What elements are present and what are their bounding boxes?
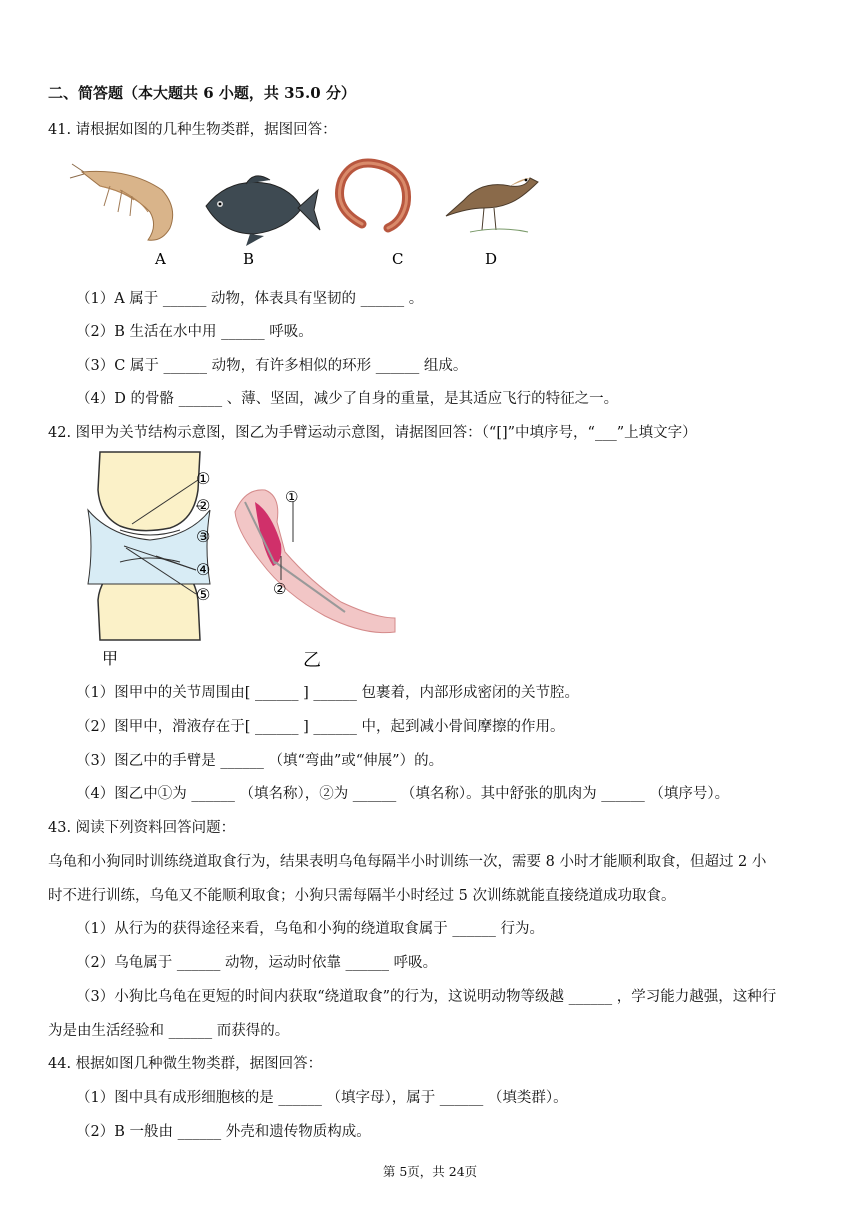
earthworm-image [340, 163, 407, 228]
fish-image [206, 176, 320, 246]
figure-caption-yi: 乙 [303, 650, 321, 671]
shrimp-image [70, 164, 173, 240]
q44-sub-1: （1）图中具有成形细胞核的是 ______ （填字母），属于 ______ （填类群）。 [76, 1090, 568, 1106]
arm-diagram [225, 482, 415, 672]
figure-label-a: A [155, 250, 166, 268]
section-title: 二、简答题（本大题共 6 小题，共 35.0 分） [48, 84, 356, 102]
q41-sub-2: （2）B 生活在水中用 ______ 呼吸。 [76, 324, 313, 340]
figure-label-d: D [485, 250, 498, 268]
bird-image [446, 178, 538, 232]
q43-sub-2: （2）乌龟属于 ______ 动物，运动时依靠 ______ 呼吸。 [76, 955, 438, 971]
joint-label-3: ③ [196, 527, 211, 546]
animal-figure [70, 150, 550, 275]
q42-sub-1: （1）图甲中的关节周围由[ ______ ] ______ 包裹着，内部形成密闭的关节腔。 [76, 685, 579, 701]
question-41-stem: 41. 请根据如图的几种生物类群，据图回答： [48, 122, 337, 138]
q42-sub-4: （4）图乙中①为 ______ （填名称），②为 ______ （填名称）。其中舒张的肌肉为 ______ （填序号）。 [76, 786, 730, 802]
joint-label-2: ② [196, 496, 211, 515]
q43-sub-3-continued: 为是由生活经验和 ______ 而获得的。 [48, 1023, 290, 1039]
q42-sub-2: （2）图甲中，滑液存在于[ ______ ] ______ 中，起到减小骨间摩擦的作用。 [76, 719, 565, 735]
figure-caption-jia: 甲 [102, 649, 119, 668]
page-number: 第 5页，共 24页 [382, 1164, 478, 1179]
arm-label-1: ① [285, 488, 299, 506]
q41-sub-4: （4）D 的骨骼 ______ 、薄、坚固，减少了自身的重量，是其适应飞行的特征之一。 [76, 391, 619, 407]
joint-label-4: ④ [196, 560, 211, 579]
arm-label-2: ② [273, 580, 287, 598]
q43-sub-3: （3）小狗比乌龟在更短的时间内获取“绕道取食”的行为，这说明动物等级越 ______ ，学习能力越强，这种行 [76, 989, 777, 1005]
q41-sub-1: （1）A 属于 ______ 动物，体表具有坚韧的 ______ 。 [76, 291, 424, 307]
question-42-stem: 42. 图甲为关节结构示意图，图乙为手臂运动示意图，请据图回答：（“[]”中填序号，“___”上填文字） [48, 425, 697, 441]
q43-passage-line-2: 时不进行训练，乌龟又不能顺利取食；小狗只需每隔半小时经过 5 次训练就能直接绕道成功取食。 [48, 888, 676, 904]
figure-label-c: C [392, 250, 404, 268]
joint-label-5: ⑤ [196, 585, 211, 604]
q41-sub-3: （3）C 属于 ______ 动物，有许多相似的环形 ______ 组成。 [76, 358, 468, 374]
question-44-stem: 44. 根据如图几种微生物类群，据图回答： [48, 1056, 323, 1072]
q43-sub-1: （1）从行为的获得途径来看，乌龟和小狗的绕道取食属于 ______ 行为。 [76, 921, 544, 937]
joint-label-1: ① [196, 469, 211, 488]
q43-passage-line-1: 乌龟和小狗同时训练绕道取食行为，结果表明乌龟每隔半小时训练一次，需要 8 小时才能顺利取食，但超过 2 小 [48, 854, 767, 870]
question-43-stem: 43. 阅读下列资料回答问题： [48, 820, 236, 836]
q44-sub-2: （2）B 一般由 ______ 外壳和遗传物质构成。 [76, 1124, 371, 1140]
figure-label-b: B [243, 250, 255, 268]
joint-diagram [70, 450, 230, 670]
q42-sub-3: （3）图乙中的手臂是 ______ （填“弯曲”或“伸展”）的。 [76, 753, 444, 769]
